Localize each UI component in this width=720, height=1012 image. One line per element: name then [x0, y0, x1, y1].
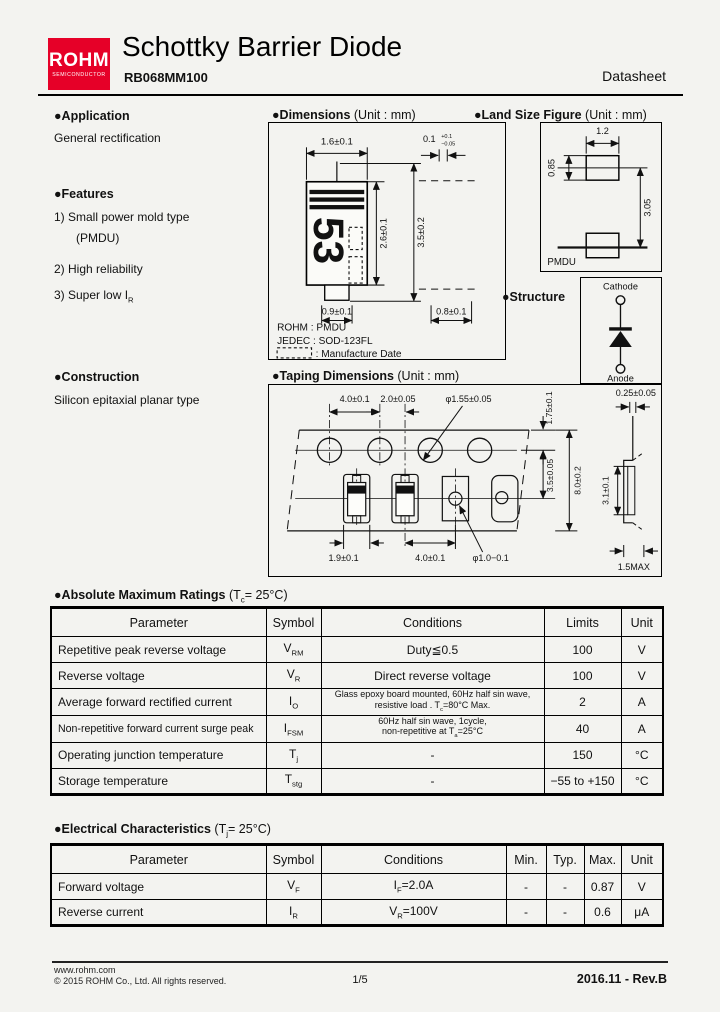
ec-col-max: Max.: [584, 845, 621, 874]
amr-col-symbol: Symbol: [266, 608, 321, 637]
construction-body: Silicon epitaxial planar type: [54, 393, 200, 407]
application-body: General rectification: [54, 131, 161, 145]
taping-header-unit: (Unit : mm): [393, 369, 460, 383]
bottom-lead: [325, 285, 349, 300]
header-rule: [38, 94, 683, 96]
amr-row: [51, 663, 663, 689]
amr-cell-unit: °C: [621, 742, 663, 768]
dimensions-diagram: [268, 122, 506, 360]
footer-url: www.rohm.com: [54, 965, 116, 975]
construction-title: ●Construction: [54, 370, 140, 384]
dimensions-header-unit: (Unit : mm): [350, 108, 416, 122]
amr-cell-conditions: -: [321, 742, 544, 768]
page-title: Schottky Barrier Diode: [122, 31, 403, 62]
amr-table-body: [51, 637, 663, 795]
cathode-band: [310, 205, 365, 209]
tape-side-view: [624, 416, 644, 531]
amr-cell-limit: −55 to +150: [544, 768, 621, 794]
land-pad-height: 0.85: [546, 158, 557, 177]
land-pitch: 3.05: [642, 198, 653, 217]
dim-hole-to-pocket: 2.0±0.05: [380, 393, 416, 404]
dim-hole-pitch: 4.0±0.1: [339, 393, 370, 404]
amr-cell-parameter: Reverse voltage: [51, 663, 266, 689]
feature-item: 3) Super low $I_R$: [54, 288, 134, 305]
ec-cell-symbol: $I_R$: [266, 900, 321, 926]
package-marking: 53: [303, 216, 352, 265]
dim-pocket-pitch: 4.0±0.1: [415, 553, 446, 564]
feature-item: 2) High reliability: [54, 262, 143, 276]
dim-lead-width: 0.9±0.1: [321, 306, 353, 317]
amr-cell-symbol: $T_j$: [266, 742, 321, 768]
ec-cell-conditions: $V_R=100V$: [321, 900, 506, 926]
amr-row: [51, 768, 663, 794]
dim-center-hole: φ1.0−0.1: [472, 553, 509, 564]
ec-col-unit: Unit: [621, 845, 663, 874]
dimensions-header-title: ●Dimensions: [272, 108, 351, 122]
diode-symbol: [609, 331, 632, 347]
land-size-header-title: ●Land Size Figure: [474, 108, 582, 122]
cathode-label: Cathode: [602, 281, 638, 292]
dim-pocket-length: 3.1±0.1: [600, 476, 611, 505]
amr-section-condition: $(T_c= 25^\circ C)$: [225, 588, 288, 605]
amr-cell-conditions: Glass epoxy board mounted, 60Hz half sin wave, resistive load . $T_c=80^\circ C$ Max.: [321, 689, 544, 716]
amr-row: [51, 715, 663, 742]
tape-torn-edge: [517, 430, 529, 531]
land-pad-bottom: [586, 233, 619, 257]
ec-col-min: Min.: [506, 845, 546, 874]
amr-cell-limit: 40: [544, 715, 621, 742]
abs-max-ratings-table: [50, 606, 664, 796]
rohm-logo-text: ROHM: [48, 49, 110, 71]
jedec-package-name: JEDEC : SOD-123FL: [277, 335, 373, 347]
cathode-terminal: [616, 296, 625, 305]
dim-standoff: 0.1: [422, 134, 436, 145]
dim-max-height: 1.5MAX: [617, 562, 650, 573]
ec-cell-max: 0.6: [584, 900, 621, 926]
amr-cell-conditions: Duty≦0.5: [321, 637, 544, 663]
land-pad-width: 1.2: [596, 126, 609, 137]
date-code-legend: : Manufacture Date: [315, 348, 402, 359]
cathode-band: [310, 190, 365, 194]
ec-cell-unit: V: [621, 874, 663, 900]
part-number: RB068MM100: [124, 70, 208, 85]
taping-diagram: [268, 384, 662, 577]
land-size-diagram: [540, 122, 662, 272]
amr-row: [51, 637, 663, 663]
ec-cell-max: 0.87: [584, 874, 621, 900]
ec-col-conditions: Conditions: [321, 845, 506, 874]
amr-cell-symbol: $I_O$: [266, 689, 321, 716]
rohm-package-name: ROHM : PMDU: [277, 322, 347, 334]
amr-cell-symbol: $V_R$: [266, 663, 321, 689]
taping-header-title: ●Taping Dimensions: [272, 369, 394, 383]
ec-section-condition: $(T_j= 25^\circ C)$: [210, 822, 271, 839]
ec-cell-parameter: Reverse current: [51, 900, 266, 926]
ec-col-parameter: Parameter: [51, 845, 266, 874]
amr-cell-conditions: 60Hz half sin wave, 1cycle, non-repetitive at $T_a=25^\circ C$: [321, 715, 544, 742]
rohm-logo-subtext: SEMICONDUCTOR: [52, 71, 106, 78]
feature-item: (PMDU): [76, 231, 120, 245]
taped-component: [344, 474, 370, 522]
tape-torn-edge: [287, 430, 299, 531]
amr-row: [51, 742, 663, 768]
features-title: ●Features: [54, 187, 114, 201]
page-number: 1/5: [352, 974, 368, 986]
ec-cell-typ: -: [546, 874, 584, 900]
dim-body-width: 1.6±0.1: [320, 136, 353, 148]
dim-hole-to-pocket-v: 3.5±0.05: [545, 458, 556, 493]
dim-pocket-width: 1.9±0.1: [328, 553, 359, 564]
dim-tape-width: 8.0±0.2: [572, 466, 583, 495]
feature-item: 1) Small power mold type: [54, 210, 190, 224]
revision-label: 2016.11 - Rev.B: [576, 972, 667, 986]
ec-col-typ: Typ.: [546, 845, 584, 874]
footer-copyright: © 2015 ROHM Co., Ltd. All rights reserved.: [54, 976, 227, 986]
structure-header: [502, 290, 565, 304]
ec-cell-symbol: $V_F$: [266, 874, 321, 900]
amr-section-title: ●Absolute Maximum Ratings: [54, 588, 226, 602]
amr-col-parameter: Parameter: [51, 608, 266, 637]
doc-type-label: Datasheet: [602, 68, 666, 84]
amr-col-conditions: Conditions: [321, 608, 544, 637]
amr-cell-limit: 150: [544, 742, 621, 768]
amr-col-unit: Unit: [621, 608, 663, 637]
land-size-header: [474, 108, 647, 122]
land-package-label: PMDU: [547, 256, 576, 268]
footer-rule: [52, 961, 668, 963]
dim-lead-length: 0.8±0.1: [436, 306, 467, 317]
amr-cell-symbol: $T_{stg}$: [266, 768, 321, 794]
taped-component: [392, 474, 418, 522]
dim-edge-to-hole: 1.75±0.1: [544, 391, 555, 425]
ec-row: [51, 874, 663, 900]
amr-cell-conditions: -: [321, 768, 544, 794]
dim-total-height: 3.5±0.2: [415, 217, 426, 248]
anode-terminal: [616, 364, 625, 373]
ec-section-header: [54, 822, 271, 839]
amr-header-row: [51, 608, 663, 637]
amr-cell-unit: V: [621, 663, 663, 689]
land-size-header-unit: (Unit : mm): [581, 108, 647, 122]
structure-header-title: ●Structure: [502, 290, 566, 304]
dim-standoff-plus: +0.1: [441, 134, 453, 141]
amr-cell-limit: 2: [544, 689, 621, 716]
ec-section-title: ●Electrical Characteristics: [54, 822, 211, 836]
amr-cell-unit: °C: [621, 768, 663, 794]
ec-cell-typ: -: [546, 900, 584, 926]
amr-cell-conditions: Direct reverse voltage: [321, 663, 544, 689]
ec-row: [51, 900, 663, 926]
ec-header-row: [51, 845, 663, 874]
structure-diagram: [580, 277, 662, 384]
date-code-legend-box: [277, 348, 311, 358]
amr-cell-parameter: Storage temperature: [51, 768, 266, 794]
application-title: ●Application: [54, 109, 130, 123]
dim-hole-diameter: φ1.55±0.05: [445, 393, 492, 404]
dim-standoff-minus: −0.05: [441, 141, 456, 148]
amr-col-limits: Limits: [544, 608, 621, 637]
amr-cell-limit: 100: [544, 637, 621, 663]
ec-cell-min: -: [506, 900, 546, 926]
amr-cell-parameter: Repetitive peak reverse voltage: [51, 637, 266, 663]
ec-table-body: [51, 874, 663, 926]
dimensions-header: [272, 108, 416, 122]
dim-body-height: 2.6±0.1: [378, 218, 389, 249]
amr-cell-parameter: Average forward rectified current: [51, 689, 266, 716]
rohm-logo: [48, 38, 110, 90]
ec-cell-parameter: Forward voltage: [51, 874, 266, 900]
amr-cell-unit: A: [621, 689, 663, 716]
amr-cell-parameter: Non-repetitive forward current surge peak: [51, 715, 266, 742]
anode-label: Anode: [607, 373, 634, 383]
taping-header: [272, 369, 459, 383]
amr-cell-parameter: Operating junction temperature: [51, 742, 266, 768]
amr-cell-symbol: $V_{RM}$: [266, 637, 321, 663]
amr-row: [51, 689, 663, 716]
amr-cell-unit: A: [621, 715, 663, 742]
amr-section-header: [54, 588, 288, 605]
dim-tape-thickness: 0.25±0.05: [615, 387, 656, 398]
amr-cell-unit: V: [621, 637, 663, 663]
ec-cell-min: -: [506, 874, 546, 900]
cathode-band: [310, 197, 365, 201]
amr-cell-symbol: $I_{FSM}$: [266, 715, 321, 742]
ec-col-symbol: Symbol: [266, 845, 321, 874]
ec-cell-unit: μA: [621, 900, 663, 926]
amr-cell-limit: 100: [544, 663, 621, 689]
ec-cell-conditions: $I_F=2.0A$: [321, 874, 506, 900]
electrical-characteristics-table: [50, 843, 664, 927]
